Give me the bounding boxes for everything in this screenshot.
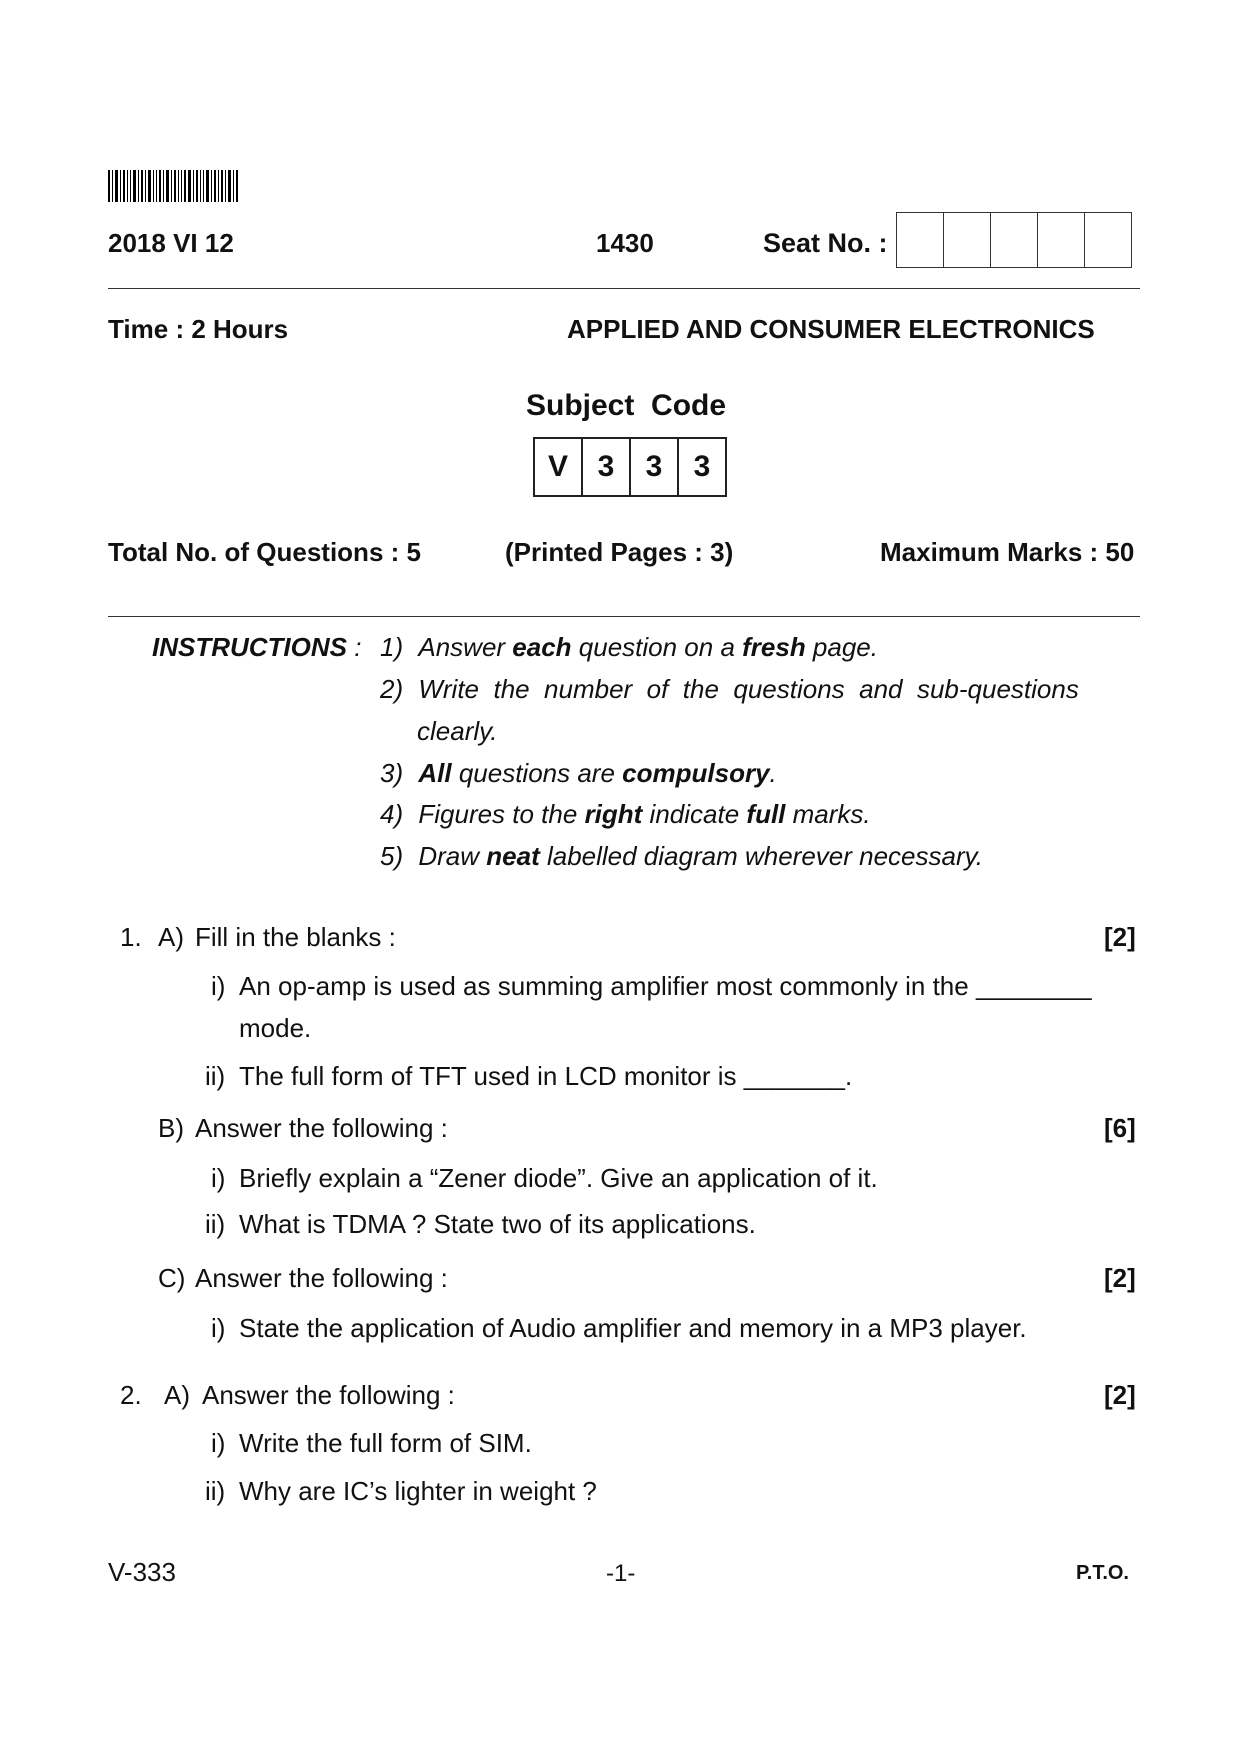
barcode <box>108 170 248 202</box>
q1c-marks: [2] <box>1104 1263 1136 1293</box>
seat-box[interactable] <box>897 213 944 267</box>
printed-pages: (Printed Pages : 3) <box>505 537 734 567</box>
pto: P.T.O. <box>1076 1562 1129 1584</box>
q1b-marks: [6] <box>1104 1113 1136 1143</box>
instruction-5: 5) Draw neat labelled diagram wherever necessary. <box>380 841 983 871</box>
q1b-i-text: Briefly explain a “Zener diode”. Give an application of it. <box>239 1163 878 1193</box>
instruction-2-cont: clearly. <box>417 716 498 746</box>
time: Time : 2 Hours <box>108 314 289 344</box>
instruction-4: 4) Figures to the right indicate full marks. <box>380 799 871 829</box>
q2a-label: A) <box>164 1380 190 1410</box>
code-char: 3 <box>693 450 711 483</box>
q1c-i-text: State the application of Audio amplifier and memory in a MP3 player. <box>239 1313 1027 1343</box>
q1a-i-cont: mode. <box>239 1013 312 1043</box>
code-char: 3 <box>583 439 631 495</box>
q1a-ii-text: The full form of TFT used in LCD monitor is _______. <box>239 1061 853 1091</box>
q2a-marks: [2] <box>1104 1380 1136 1410</box>
instructions-divider <box>108 616 1140 617</box>
seat-box[interactable] <box>944 213 991 267</box>
max-marks: Maximum Marks : 50 <box>880 537 1135 567</box>
seat-box[interactable] <box>991 213 1038 267</box>
q2-number: 2. <box>120 1380 142 1410</box>
footer-code: V-333 <box>108 1557 176 1587</box>
seat-label: Seat No. : <box>763 228 888 258</box>
q1-number: 1. <box>120 922 142 952</box>
q1b-ii-text: What is TDMA ? State two of its applications. <box>239 1209 756 1239</box>
q1c-label: C) <box>158 1263 186 1293</box>
q1c-i-num: i) <box>211 1313 226 1343</box>
instruction-2: 2) Write the number of the questions and sub-questions <box>380 674 1079 704</box>
q2a-ii-num: ii) <box>205 1476 226 1506</box>
q2a-ii-text: Why are IC’s lighter in weight ? <box>239 1476 597 1506</box>
q2a-text: Answer the following : <box>202 1380 455 1410</box>
code-char: 3 <box>631 439 679 495</box>
q1a-text: Fill in the blanks : <box>195 922 396 952</box>
q1b-text: Answer the following : <box>195 1113 448 1143</box>
q1c-text: Answer the following : <box>195 1263 448 1293</box>
seat-box[interactable] <box>1085 213 1131 267</box>
subject-code-label: Subject Code <box>526 389 727 422</box>
q2a-i-num: i) <box>211 1428 226 1458</box>
total-questions: Total No. of Questions : 5 <box>108 537 421 567</box>
paper-number: 1430 <box>596 228 654 258</box>
page-number: -1- <box>606 1560 636 1587</box>
subject-title: APPLIED AND CONSUMER ELECTRONICS <box>567 314 1095 344</box>
q1b-label: B) <box>158 1113 184 1143</box>
q1b-i-num: i) <box>211 1163 226 1193</box>
instruction-1: 1) Answer each question on a fresh page. <box>380 632 878 662</box>
exam-code: 2018 VI 12 <box>108 228 234 258</box>
instruction-3: 3) All questions are compulsory. <box>380 758 777 788</box>
q1b-ii-num: ii) <box>205 1209 226 1239</box>
q1a-i-text: An op-amp is used as summing amplifier most commonly in the ________ <box>239 971 1092 1001</box>
q2a-i-text: Write the full form of SIM. <box>239 1428 532 1458</box>
instructions-heading: INSTRUCTIONS : <box>152 632 369 662</box>
subject-code-boxes <box>533 437 727 497</box>
header-divider <box>108 288 1140 289</box>
seat-number-boxes[interactable] <box>896 212 1132 268</box>
q1a-ii-num: ii) <box>205 1061 226 1091</box>
q1a-label: A) <box>158 922 184 952</box>
q1a-i-num: i) <box>211 971 226 1001</box>
q1a-marks: [2] <box>1104 922 1136 952</box>
seat-box[interactable] <box>1038 213 1085 267</box>
code-char: V <box>535 439 583 495</box>
